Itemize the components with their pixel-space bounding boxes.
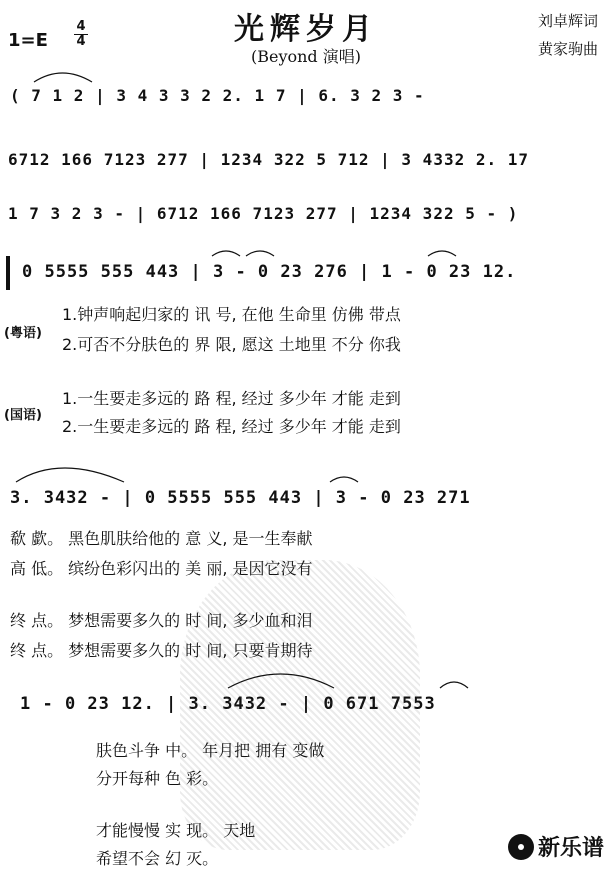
slur-verse-1b (246, 251, 274, 256)
time-top: 4 (76, 19, 86, 34)
slur-verse-1c (428, 251, 456, 256)
background-watermark (180, 560, 420, 850)
site-logo-text: 新乐谱 (537, 836, 604, 861)
slur-verse-3b (440, 682, 468, 688)
composer-credit: 黄家驹曲 (537, 40, 598, 58)
lyricist-credit: 刘卓辉词 (537, 12, 598, 30)
cantonese-lyric-2-2: 高 低。 缤纷色彩闪出的 美 丽, 是因它没有 (10, 559, 313, 578)
mandarin-lyric-3-1: 才能慢慢 实 现。 天地 (96, 821, 256, 840)
key-signature: 1=E (8, 30, 48, 51)
slur-verse-2b (330, 477, 358, 482)
mandarin-tag: (国语) (4, 408, 42, 423)
slur-verse-2a (16, 468, 124, 482)
mandarin-lyric-3-2: 希望不会 幻 灭。 (96, 849, 219, 868)
verse-notes-2: 3. 3432 - | 0 5555 555 443 | 3 - 0 23 271 (10, 488, 471, 508)
cantonese-lyric-1-2: 2.可否不分肤色的 界 限, 愿这 土地里 不分 你我 (62, 335, 401, 354)
record-disc-icon (508, 834, 534, 860)
cantonese-lyric-3-1: 肤色斗争 中。 年月把 拥有 变做 (96, 741, 325, 760)
verse-notes-1: 0 5555 555 443 | 3 - 0 23 276 | 1 - 0 23 12. (22, 262, 517, 282)
mandarin-lyric-1-1: 1.一生要走多远的 路 程, 经过 多少年 才能 走到 (62, 389, 401, 408)
song-title: 光辉岁月 (234, 12, 378, 47)
cantonese-lyric-3-2: 分开每种 色 彩。 (96, 769, 219, 788)
cantonese-tag: (粤语) (4, 326, 42, 341)
slur-verse-1a (212, 251, 240, 256)
intro-line-1: ( 7 1 2 | 3 4 3 3 2 2. 1 7 | 6. 3 2 3 - (10, 86, 425, 105)
song-subtitle: (Beyond 演唱) (250, 47, 362, 66)
mandarin-lyric-2-1: 终 点。 梦想需要多久的 时 间, 多少血和泪 (10, 611, 313, 630)
site-logo (508, 831, 604, 862)
intro-line-2: 6712 166 7123 277 | 1234 322 5 712 | 3 4332 2. 17 (8, 150, 530, 169)
intro-line-3: 1 7 3 2 3 - | 6712 166 7123 277 | 1234 322 5 - ) (8, 204, 519, 223)
time-bottom: 4 (76, 34, 86, 49)
verse-notes-3: 1 - 0 23 12. | 3. 3432 - | 0 671 7553 (20, 694, 436, 714)
cantonese-lyric-1-1: 1.钟声响起归家的 讯 号, 在他 生命里 仿佛 带点 (62, 305, 401, 324)
mandarin-lyric-2-2: 终 点。 梦想需要多久的 时 间, 只要肯期待 (10, 641, 313, 660)
mandarin-lyric-1-2: 2.一生要走多远的 路 程, 经过 多少年 才能 走到 (62, 417, 401, 436)
slur-intro (34, 73, 92, 82)
cantonese-lyric-2-1: 欷 歔。 黑色肌肤给他的 意 义, 是一生奉献 (10, 529, 313, 548)
